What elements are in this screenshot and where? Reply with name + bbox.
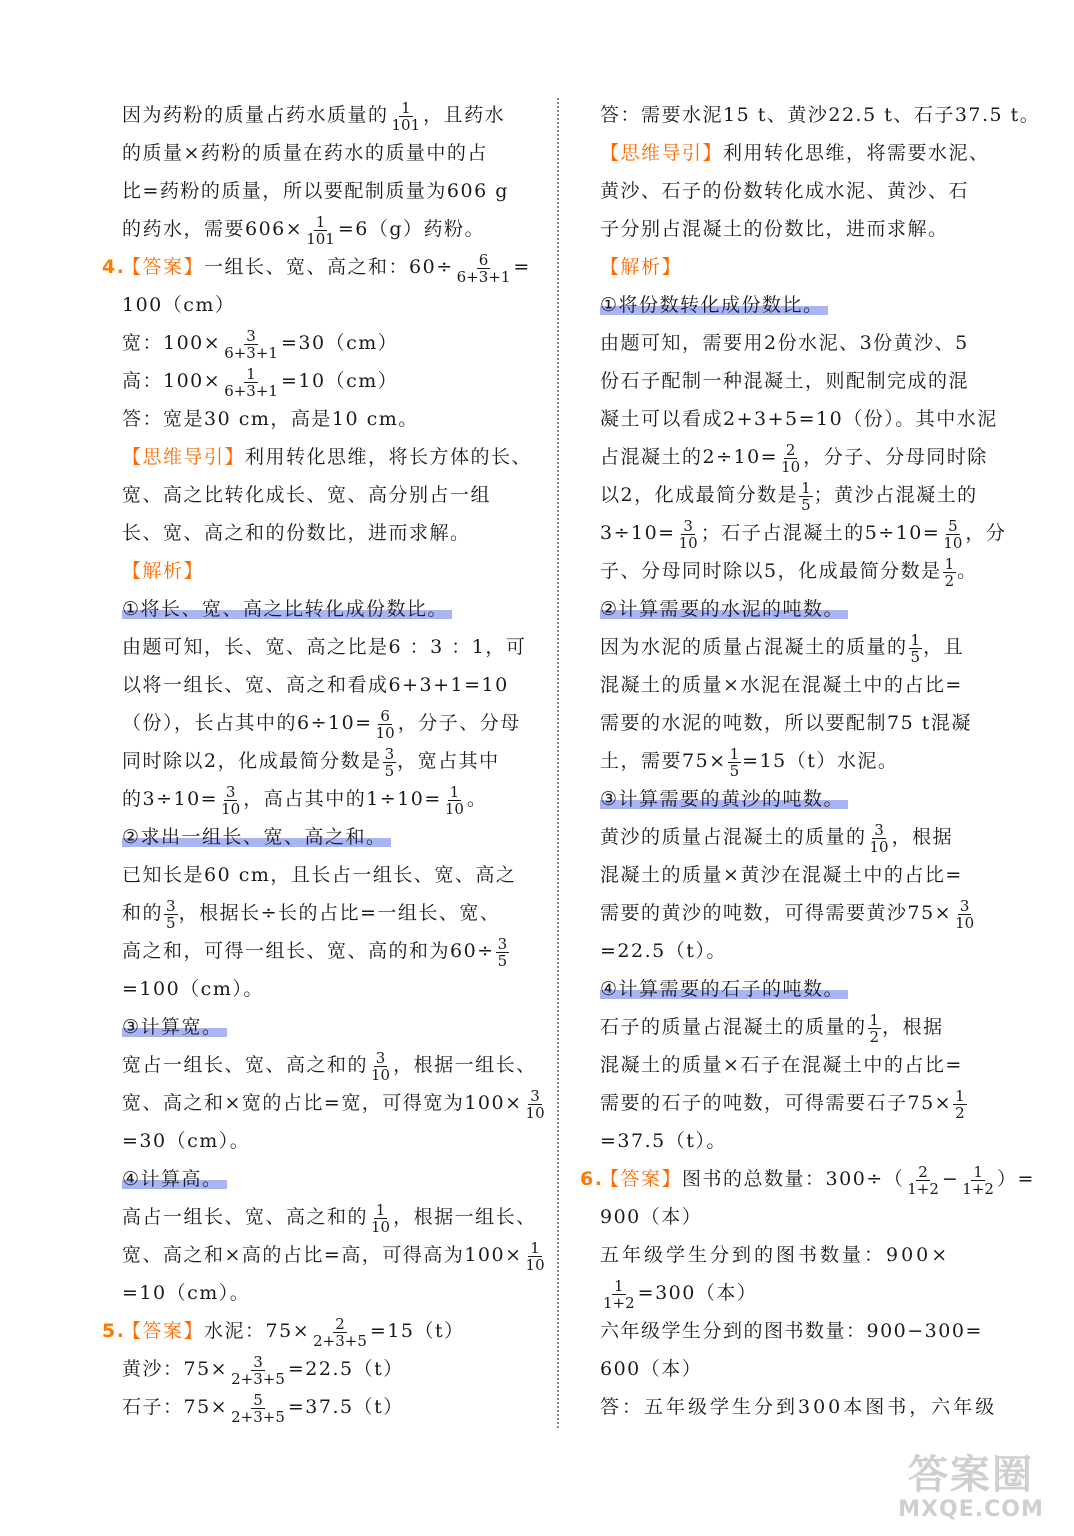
text-line: 宽、高之比转化成长、宽、高分别占一组 bbox=[122, 484, 492, 506]
text-line: 宽：100× $\frac{3}{6+3+1}$ =30（cm） bbox=[122, 326, 399, 362]
text-line: 答：需要水泥15 t、黄沙22.5 t、石子37.5 t。 bbox=[600, 104, 1041, 126]
fraction: $\frac{1}{2}$ bbox=[869, 1010, 880, 1046]
answer-tag: 【答案】 bbox=[122, 1320, 205, 1342]
fraction: $\frac{3}{6+3+1}$ bbox=[224, 326, 278, 362]
fraction: $\frac{1}{10}$ bbox=[371, 1200, 391, 1236]
text-line: 需要的石子的吨数，可得需要石子75× $\frac{1}{2}$ bbox=[600, 1086, 965, 1122]
fraction: $\frac{2}{10}$ bbox=[781, 440, 801, 476]
step-heading: ③计算宽。 bbox=[122, 1008, 546, 1046]
text-line: 高占一组长、宽、高之和的 $\frac{1}{10}$ ，根据一组长、 bbox=[122, 1200, 537, 1236]
text-line: 黄沙的质量占混凝土的质量的 $\frac{3}{10}$ ，根据 bbox=[600, 820, 954, 856]
fraction: $\frac{6}{6+3+1}$ bbox=[456, 250, 511, 286]
text-line: 600（本） bbox=[600, 1358, 703, 1380]
guide-tag: 【思维导引】 bbox=[600, 142, 724, 164]
text-line: 100（cm） bbox=[122, 294, 236, 316]
text-line: 900（本） bbox=[600, 1206, 703, 1228]
step-heading: ④计算高。 bbox=[122, 1160, 546, 1198]
step-heading: ③计算需要的黄沙的吨数。 bbox=[600, 780, 1024, 818]
fraction: $\frac{1}{2}$ bbox=[955, 1086, 965, 1122]
fraction: $\frac{5}{2+3+5}$ bbox=[231, 1390, 285, 1426]
text-line: 黄沙：75× $\frac{3}{2+3+5}$ =22.5（t） bbox=[122, 1352, 404, 1388]
fraction: $\frac{3}{10}$ bbox=[221, 782, 241, 818]
text-line: $\frac{1}{1+2}$ =300（本） bbox=[603, 1276, 758, 1312]
fraction: $\frac{1}{5}$ bbox=[801, 478, 811, 514]
text-line: 需要的水泥的吨数，所以要配制75 t混凝 bbox=[600, 712, 972, 734]
text-line: 混凝土的质量×石子在混凝土中的占比= bbox=[600, 1054, 963, 1076]
fraction: $\frac{2}{2+3+5}$ bbox=[313, 1314, 367, 1350]
text-line: 宽、高之和×高的占比=高，可得高为100× $\frac{1}{10}$ bbox=[122, 1238, 545, 1274]
question-number: 4. bbox=[102, 256, 126, 278]
step-heading: ②计算需要的水泥的吨数。 bbox=[600, 590, 1024, 628]
text-line: 的3÷10= $\frac{3}{10}$ ，高占其中的1÷10= $\frac{1}{10}$ 。 bbox=[122, 782, 488, 818]
text-line: =10（cm）。 bbox=[122, 1282, 251, 1304]
fraction: $\frac{1}{5}$ bbox=[910, 630, 921, 666]
column-divider bbox=[557, 98, 559, 1428]
fraction: $\frac{1}{6+3+1}$ bbox=[224, 364, 278, 400]
q6-answer-line: 6.【答案】图书的总数量：300÷（ $\frac{2}{1+2}$ − $\frac{1}{1+2}$ ）= bbox=[600, 1160, 1024, 1198]
text-line: 宽、高之和×宽的占比=宽，可得宽为100× $\frac{3}{10}$ bbox=[122, 1086, 545, 1122]
fraction: $\frac{1}{101}$ bbox=[306, 212, 335, 248]
step-heading: ②求出一组长、宽、高之和。 bbox=[122, 818, 546, 856]
watermark bbox=[886, 1453, 1056, 1522]
question-number: 5. bbox=[102, 1320, 126, 1342]
text-line: 的药水，需要606× $\frac{1}{101}$ =6（g）药粉。 bbox=[122, 212, 485, 248]
text-line: 已知长是60 cm，且长占一组长、宽、高之 bbox=[122, 864, 517, 886]
text-line: 的质量×药粉的质量在药水的质量中的占 bbox=[122, 142, 488, 164]
q5-answer-line: 5.【答案】水泥：75× $\frac{2}{2+3+5}$ =15（t） bbox=[122, 1312, 546, 1350]
fraction: $\frac{3}{10}$ bbox=[371, 1048, 391, 1084]
text-line: 占混凝土的2÷10= $\frac{2}{10}$ ，分子、分母同时除 bbox=[600, 440, 988, 476]
text-line: 因为药粉的质量占药水质量的 $\frac{1}{101}$ ，且药水 bbox=[122, 98, 506, 134]
right-column bbox=[580, 96, 1041, 1426]
text-line: 高：100× $\frac{1}{6+3+1}$ =10（cm） bbox=[122, 364, 399, 400]
text-line: =22.5（t）。 bbox=[600, 940, 727, 962]
text-line: 3÷10= $\frac{3}{10}$ ；石子占混凝土的5÷10= $\frac{5}{10}$ ，分 bbox=[600, 516, 1007, 552]
fraction: $\frac{1}{101}$ bbox=[391, 98, 421, 134]
text-line: 以2，化成最简分数是 $\frac{1}{5}$ ；黄沙占混凝土的 bbox=[600, 478, 978, 514]
text-line: 六年级学生分到的图书数量：900−300= bbox=[600, 1320, 983, 1342]
text-line: =30（cm）。 bbox=[122, 1130, 251, 1152]
text-line: 【思维导引】利用转化思维，将长方体的长、 bbox=[122, 446, 533, 468]
fraction: $\frac{1}{2}$ bbox=[944, 554, 955, 590]
text-line: 由题可知，需要用2份水泥、3份黄沙、5 bbox=[600, 332, 969, 354]
text-line: 份石子配制一种混凝土，则配制完成的混 bbox=[600, 370, 970, 392]
text-line: 高之和，可得一组长、宽、高的和为60÷ $\frac{3}{5}$ bbox=[122, 934, 508, 970]
fraction: $\frac{5}{10}$ bbox=[943, 516, 963, 552]
text-line bbox=[600, 248, 1024, 286]
question-number: 6. bbox=[580, 1168, 604, 1190]
fraction: $\frac{6}{10}$ bbox=[375, 706, 395, 742]
analysis-tag: 【解析】 bbox=[600, 256, 683, 278]
text-line: 宽占一组长、宽、高之和的 $\frac{3}{10}$ ，根据一组长、 bbox=[122, 1048, 537, 1084]
text-line: 凝土可以看成2+3+5=10（份）。其中水泥 bbox=[600, 408, 998, 430]
left-column bbox=[102, 96, 546, 1426]
text-line: （份），长占其中的6÷10= $\frac{6}{10}$ ，分子、分母 bbox=[122, 706, 521, 742]
watermark-site: MXQE.COM bbox=[898, 1497, 1044, 1522]
fraction: $\frac{3}{2+3+5}$ bbox=[231, 1352, 285, 1388]
text-line: 石子的质量占混凝土的质量的 $\frac{1}{2}$ ，根据 bbox=[600, 1010, 944, 1046]
fraction: $\frac{3}{10}$ bbox=[869, 820, 889, 856]
text-line: 石子：75× $\frac{5}{2+3+5}$ =37.5（t） bbox=[122, 1390, 404, 1426]
text-line: =37.5（t）。 bbox=[600, 1130, 727, 1152]
text-line: 比=药粉的质量，所以要配制质量为606 g bbox=[122, 180, 509, 202]
text-line: 和的 $\frac{3}{5}$ ，根据长÷长的占比=一组长、宽、 bbox=[122, 896, 501, 932]
text-line: 子、分母同时除以5，化成最简分数是 $\frac{1}{2}$ 。 bbox=[600, 554, 978, 590]
fraction: $\frac{1}{1+2}$ bbox=[962, 1162, 994, 1198]
analysis-tag: 【解析】 bbox=[122, 560, 205, 582]
step-heading: ①将份数转化成份数比。 bbox=[600, 286, 1024, 324]
text-line: 土，需要75× $\frac{1}{5}$ =15（t）水泥。 bbox=[600, 744, 899, 780]
step-heading: ④计算需要的石子的吨数。 bbox=[600, 970, 1024, 1008]
watermark-logo: 答案圈 bbox=[908, 1452, 1034, 1498]
text-line: 【思维导引】利用转化思维，将需要水泥、 bbox=[600, 142, 990, 164]
text-line: 答：宽是30 cm，高是10 cm。 bbox=[122, 408, 419, 430]
guide-tag: 【思维导引】 bbox=[122, 446, 246, 468]
text-line: 因为水泥的质量占混凝土的质量的 $\frac{1}{5}$ ，且 bbox=[600, 630, 965, 666]
step-heading: ①将长、宽、高之比转化成份数比。 bbox=[122, 590, 546, 628]
answer-tag: 【答案】 bbox=[122, 256, 205, 278]
text-line: 以将一组长、宽、高之和看成6+3+1=10 bbox=[122, 674, 509, 696]
fraction: $\frac{3}{10}$ bbox=[678, 516, 698, 552]
q4-answer-line: 4.【答案】一组长、宽、高之和：60÷ $\frac{6}{6+3+1}$ = bbox=[122, 248, 546, 286]
text-line: 答：五年级学生分到300本图书，六年级 bbox=[600, 1396, 998, 1418]
answer-tag: 【答案】 bbox=[600, 1168, 683, 1190]
fraction: $\frac{1}{10}$ bbox=[525, 1238, 545, 1274]
text-line: 需要的黄沙的吨数，可得需要黄沙75× $\frac{3}{10}$ bbox=[600, 896, 975, 932]
text-line: 混凝土的质量×水泥在混凝土中的占比= bbox=[600, 674, 963, 696]
fraction: $\frac{3}{5}$ bbox=[166, 896, 176, 932]
text-line: 长、宽、高之和的份数比，进而求解。 bbox=[122, 522, 471, 544]
fraction: $\frac{3}{5}$ bbox=[384, 744, 395, 780]
fraction: $\frac{1}{10}$ bbox=[444, 782, 464, 818]
text-line: 混凝土的质量×黄沙在混凝土中的占比= bbox=[600, 864, 963, 886]
fraction: $\frac{3}{10}$ bbox=[955, 896, 975, 932]
fraction: $\frac{1}{1+2}$ bbox=[603, 1276, 635, 1312]
text-line: 子分别占混凝土的份数比，进而求解。 bbox=[600, 218, 949, 240]
text-line: 由题可知，长、宽、高之比是6 ：3 ：1，可 bbox=[122, 636, 527, 658]
fraction: $\frac{1}{5}$ bbox=[729, 744, 740, 780]
text-line bbox=[122, 552, 546, 590]
text-line: 同时除以2，化成最简分数是 $\frac{3}{5}$ ，宽占其中 bbox=[122, 744, 500, 780]
text-line: =100（cm）。 bbox=[122, 978, 264, 1000]
text-line: 五年级学生分到的图书数量：900× bbox=[600, 1244, 951, 1266]
text-line: 黄沙、石子的份数转化成水泥、黄沙、石 bbox=[600, 180, 970, 202]
fraction: $\frac{3}{10}$ bbox=[525, 1086, 545, 1122]
fraction: $\frac{2}{1+2}$ bbox=[907, 1162, 939, 1198]
fraction: $\frac{3}{5}$ bbox=[497, 934, 508, 970]
